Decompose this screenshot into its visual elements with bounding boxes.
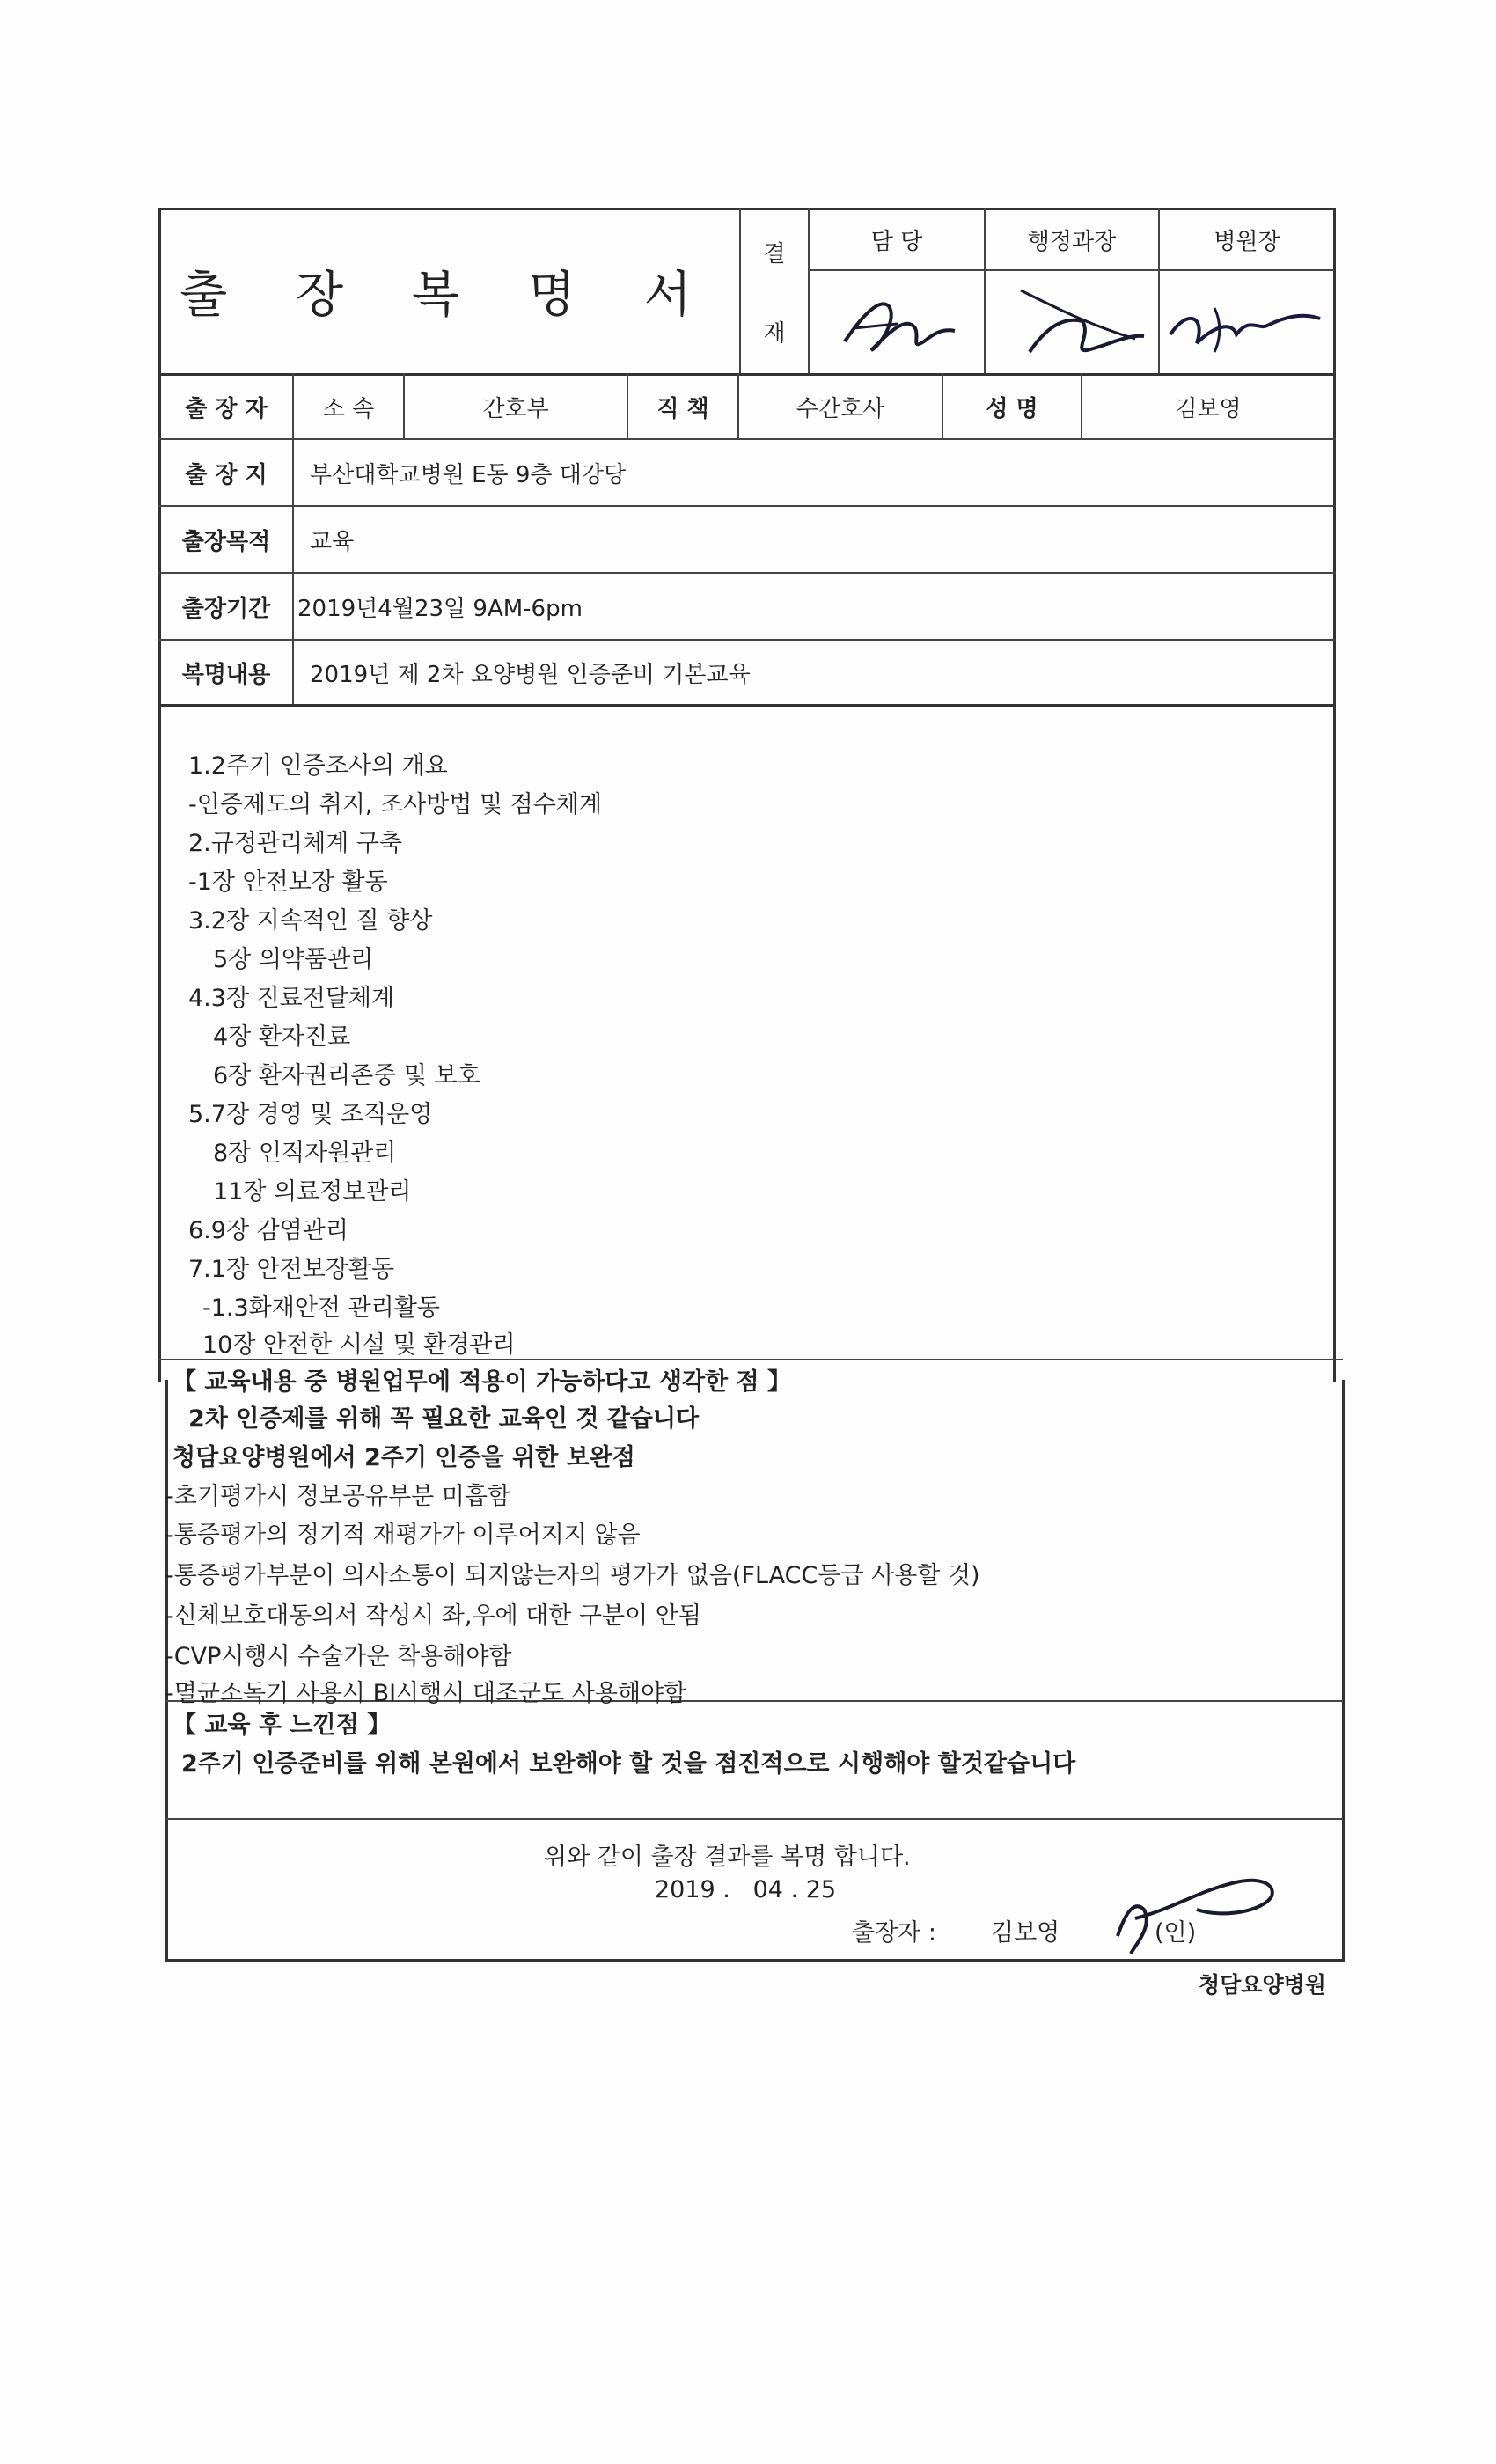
approval-header-line [808, 269, 1334, 271]
content-line: 5.7장 경영 및 조직운영 [188, 1101, 433, 1128]
applicable-line-1: 2차 인증제를 위해 꼭 필요한 교육인 것 같습니다 [188, 1405, 700, 1433]
content-line: 4.3장 진료전달체계 [188, 985, 395, 1012]
applicable-heading: 【 교육내용 중 병원업무에 적용이 가능하다고 생각한 점 】 [172, 1368, 792, 1396]
period-value: 2019년4월23일 9AM-6pm [297, 595, 583, 622]
content-line: 4장 환자진료 [213, 1023, 351, 1051]
applicable-item: -통증평가의 정기적 재평가가 이루어지지 않음 [165, 1522, 641, 1549]
content-line: 11장 의료정보관리 [213, 1178, 412, 1206]
applicable-item: -CVP시행시 수술가운 착용해야함 [165, 1643, 512, 1670]
seal-mark: (인) [1155, 1919, 1197, 1947]
content-line: 8장 인적자원관리 [213, 1140, 397, 1167]
signer-name: 김보영 [991, 1919, 1060, 1947]
report-label: 복명내용 [181, 661, 271, 688]
signature-director [1162, 282, 1338, 361]
dept-label: 소 속 [322, 395, 375, 422]
approval-label-top: 결 [763, 240, 786, 268]
approval-label-bottom: 재 [763, 319, 786, 347]
purpose-label: 출장목적 [181, 528, 271, 555]
signature-staff [827, 280, 968, 368]
report-value: 2019년 제 2차 요양병원 인증준비 기본교육 [310, 661, 751, 688]
content-line: 1.2주기 인증조사의 개요 [188, 752, 448, 780]
closing-statement: 위와 같이 출장 결과를 복명 합니다. [544, 1844, 911, 1871]
closing-date: 2019 . 04 . 25 [655, 1876, 837, 1903]
page-title: 출 장 복 명 서 [180, 267, 718, 324]
content-line: -1장 안전보장 활동 [188, 869, 388, 896]
content-line: 5장 의약품관리 [213, 946, 374, 973]
content-line: 3.2장 지속적인 질 향상 [188, 907, 433, 935]
purpose-value: 교육 [310, 528, 355, 555]
border-right-lower [1342, 1380, 1345, 1961]
signature-traveler [1100, 1857, 1311, 1962]
content-line: 7.1장 안전보장활동 [188, 1256, 395, 1283]
destination-label: 출 장 지 [185, 461, 268, 488]
content-line: 2.규정관리체계 구축 [188, 830, 402, 857]
applicable-item: -멸균소독기 사용시 BI시행시 대조군도 사용해야함 [165, 1680, 687, 1707]
approval-header-director: 병원장 [1214, 228, 1280, 255]
signer-label: 출장자 : [852, 1919, 936, 1947]
name-label: 성 명 [986, 395, 1038, 422]
position-value: 수간호사 [796, 395, 885, 422]
destination-value: 부산대학교병원 E동 9층 대강당 [310, 461, 627, 488]
impression-heading: 【 교육 후 느낀점 】 [172, 1712, 392, 1739]
row-line-6 [158, 704, 1336, 707]
content-line: 6장 환자권리존중 및 보호 [213, 1062, 480, 1089]
content-line: 6.9장 감염관리 [188, 1217, 348, 1244]
applicable-item: -신체보호대동의서 작성시 좌,우에 대한 구분이 안됨 [165, 1602, 701, 1630]
content-line: -1.3화재안전 관리활동 [202, 1294, 440, 1322]
content-line: -인증제도의 취지, 조사방법 및 점수체계 [188, 791, 602, 818]
name-value: 김보영 [1175, 395, 1242, 422]
period-label: 출장기간 [181, 595, 271, 622]
content-line: 10장 안전한 시설 및 환경관리 [202, 1331, 516, 1359]
impression-text: 2주기 인증준비를 위해 본원에서 보완해야 할 것을 점진적으로 시행해야 할것같습니다 [181, 1750, 1076, 1778]
closing-top-line [165, 1818, 1343, 1820]
applicable-item: -통증평가부분이 의사소통이 되지않는자의 평가가 없음(FLACC등급 사용할 것) [165, 1562, 980, 1589]
position-label: 직 책 [656, 395, 709, 422]
traveler-label: 출 장 자 [185, 395, 268, 422]
dept-value: 간호부 [482, 395, 549, 422]
approval-header-admin: 행정과장 [1027, 228, 1117, 255]
applicable-line-2: 청담요양병원에서 2주기 인증을 위한 보완점 [172, 1444, 635, 1471]
signature-admin [1003, 273, 1162, 370]
applicable-item: -초기평가시 정보공유부분 미흡함 [165, 1483, 511, 1510]
hospital-name: 청담요양병원 [1199, 1972, 1326, 1998]
approval-header-staff: 담 당 [870, 228, 923, 255]
